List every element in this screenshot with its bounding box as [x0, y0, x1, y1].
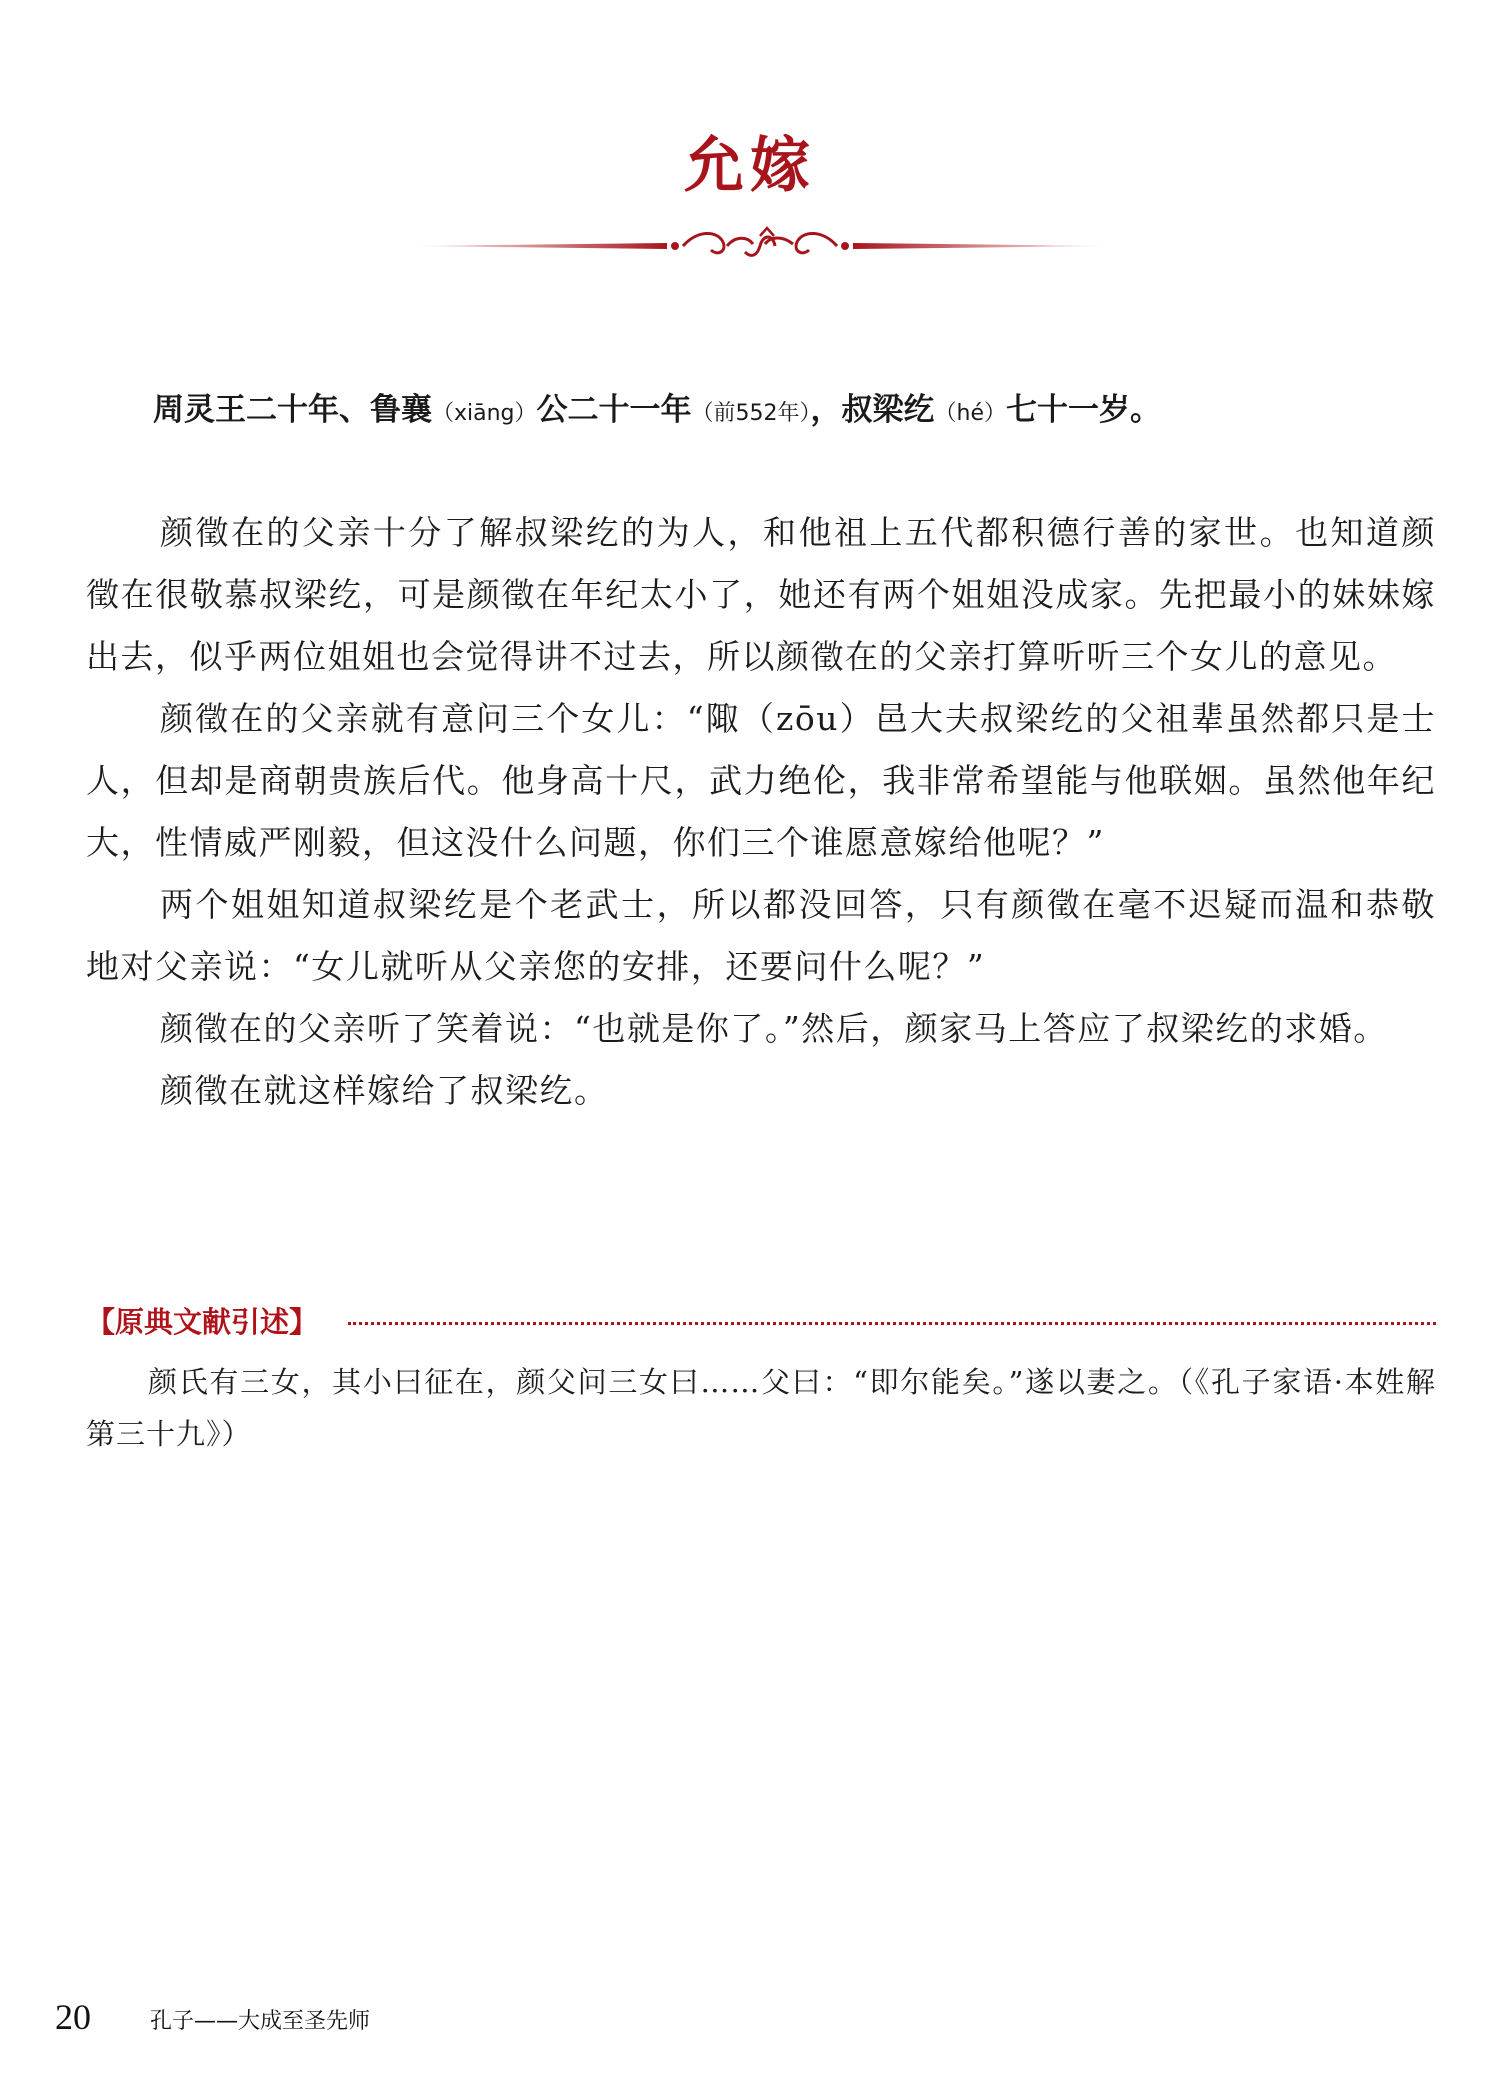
paragraph: 颜徵在的父亲十分了解叔梁纥的为人，和他祖上五代都积德行善的家世。也知道颜徵在很敬慕叔梁纥，可是颜徵在年纪太小了，她还有两个姐姐没成家。先把最小的妹妹嫁出去，似乎两位姐姐也会觉得讲不过去，所以颜徵在的父亲打算听听三个女儿的意见。: [86, 513, 1436, 676]
dateline-era: 周灵王二十年、鲁襄: [153, 392, 432, 428]
paragraph: 颜徵在的父亲就有意问三个女儿：“陬（zōu）邑大夫叔梁纥的父祖辈虽然都只是士人，但却是商朝贵族后代。他身高十尺，武力绝伦，我非常希望能与他联姻。虽然他年纪大，性情威严刚毅，但这没什么问题，你们三个谁愿意嫁给他呢？”: [86, 699, 1436, 862]
reference-label: 【原典文献引述】: [86, 1305, 319, 1339]
running-footer-title: 孔子——大成至圣先师: [150, 2009, 371, 2034]
reference-text: 颜氏有三女，其小曰征在，颜父问三女曰……父曰：“即尔能矣。”遂以妻之。（《孔子家语·本姓解第三十九》）: [86, 1365, 1436, 1451]
dateline-person: ，叔梁纥: [810, 392, 935, 428]
reference-header: [86, 1300, 1436, 1342]
paragraph: 两个姐姐知道叔梁纥是个老武士，所以都没回答，只有颜徵在毫不迟疑而温和恭敬地对父亲说：“女儿就听从父亲您的安排，还要问什么呢？”: [86, 885, 1436, 986]
dateline: [153, 384, 1161, 429]
paragraph: 颜徵在的父亲听了笑着说：“也就是你了。”然后，颜家马上答应了叔梁纥的求婚。: [160, 1009, 1388, 1048]
dateline-bce-note: （前552年）: [691, 401, 811, 426]
reference-quote: [86, 1356, 1436, 1460]
paragraph: 颜徵在就这样嫁给了叔梁纥。: [160, 1071, 609, 1110]
story-body: [86, 502, 1436, 1122]
dateline-age: 七十一岁。: [1006, 392, 1162, 428]
dateline-year: 公二十一年: [536, 392, 692, 428]
page-title: 允嫁: [684, 131, 816, 201]
dateline-pinyin-he: （hé）: [934, 401, 1007, 426]
title-ornament-divider: [405, 222, 1115, 272]
reference-dotted-rule: [348, 1322, 1436, 1325]
page-number: 20: [55, 1997, 91, 2037]
dateline-pinyin-xiang: （xiāng）: [432, 401, 537, 426]
